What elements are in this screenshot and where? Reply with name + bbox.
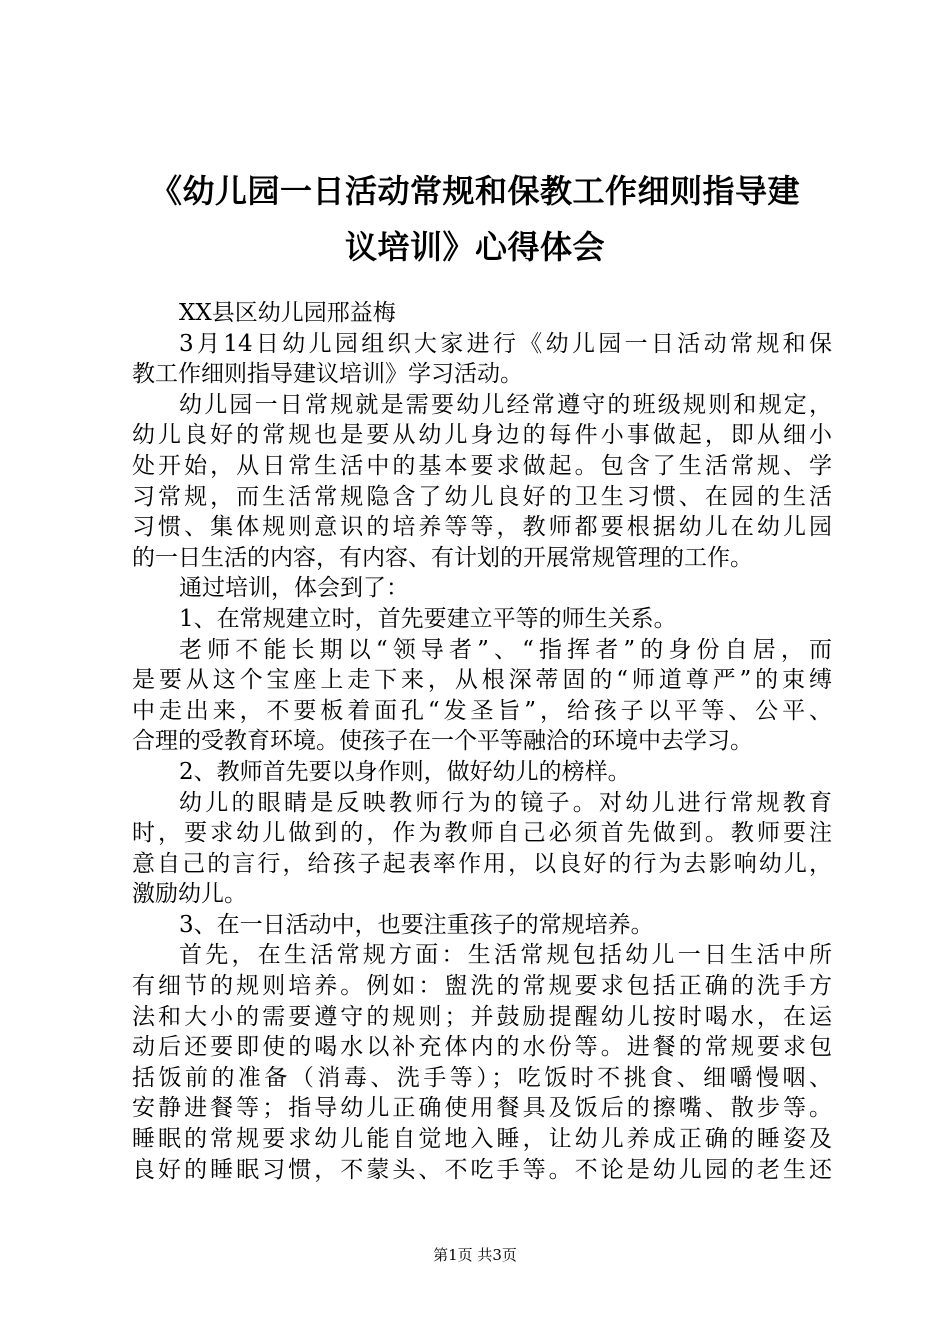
text-line: 良好的睡眠习惯，不蒙头、不吃手等。不论是幼儿园的老生还: [132, 1156, 832, 1183]
text-line: 睡眠的常规要求幼儿能自觉地入睡，让幼儿养成正确的睡姿及: [132, 1126, 832, 1153]
text-line: 老师不能长期以“领导者”、“指挥者”的身份自居，而: [179, 636, 832, 663]
text-line: 2、教师首先要以身作则，做好幼儿的榜样。: [179, 758, 631, 785]
text-line: 激励幼儿。: [132, 881, 247, 908]
text-line: 3、在一日活动中，也要注重孩子的常规培养。: [179, 911, 654, 938]
text-line: 教工作细则指导建议培训》学习活动。: [132, 361, 523, 388]
text-line: 法和大小的需要遵守的规则；并鼓励提醒幼儿按时喝水，在运: [132, 1003, 832, 1030]
document-body: [132, 298, 832, 1185]
text-line: 中走出来，不要板着面孔“发圣旨”，给孩子以平等、公平、: [132, 697, 832, 724]
text-line: 幼儿园一日常规就是需要幼儿经常遵守的班级规则和规定，: [179, 391, 832, 418]
text-line: 首先，在生活常规方面：生活常规包括幼儿一日生活中所: [179, 942, 832, 969]
text-line: 括饭前的准备（消毒、洗手等）；吃饭时不挑食、细嚼慢咽、: [132, 1064, 832, 1091]
text-line: XX县区幼儿园邢益梅: [179, 300, 396, 326]
page-footer: 第1页 共3页: [433, 1246, 517, 1264]
text-line: 处开始，从日常生活中的基本要求做起。包含了生活常规、学: [132, 452, 832, 479]
text-line: 3月14日幼儿园组织大家进行《幼儿园一日活动常规和保: [179, 330, 832, 357]
text-line: 动后还要即使的喝水以补充体内的水份等。进餐的常规要求包: [132, 1034, 832, 1061]
text-line: 安静进餐等；指导幼儿正确使用餐具及饭后的擦嘴、散步等。: [132, 1095, 832, 1122]
text-line: 的一日生活的内容，有内容、有计划的开展常规管理的工作。: [132, 544, 753, 571]
text-line: 通过培训，体会到了：: [179, 575, 409, 602]
document-title-line-1: 《幼儿园一日活动常规和保教工作细则指导建: [149, 172, 800, 210]
text-line: 是要从这个宝座上走下来，从根深蒂固的“师道尊严”的束缚: [132, 667, 832, 694]
text-line: 有细节的规则培养。例如：盥洗的常规要求包括正确的洗手方: [132, 973, 832, 1000]
text-line: 意自己的言行，给孩子起表率作用，以良好的行为去影响幼儿，: [132, 850, 832, 877]
document-title-line-2: 议培训》心得体会: [344, 228, 605, 266]
text-line: 习常规，而生活常规隐含了幼儿良好的卫生习惯、在园的生活: [132, 483, 832, 510]
text-line: 1、在常规建立时，首先要建立平等的师生关系。: [179, 605, 677, 632]
text-line: 幼儿的眼睛是反映教师行为的镜子。对幼儿进行常规教育: [179, 789, 832, 816]
text-line: 习惯、集体规则意识的培养等等，教师都要根据幼儿在幼儿园: [132, 514, 832, 541]
text-line: 时，要求幼儿做到的，作为教师自己必须首先做到。教师要注: [132, 820, 832, 847]
text-line: 幼儿良好的常规也是要从幼儿身边的每件小事做起，即从细小: [132, 422, 832, 449]
text-line: 合理的受教育环境。使孩子在一个平等融洽的环境中去学习。: [132, 728, 753, 755]
